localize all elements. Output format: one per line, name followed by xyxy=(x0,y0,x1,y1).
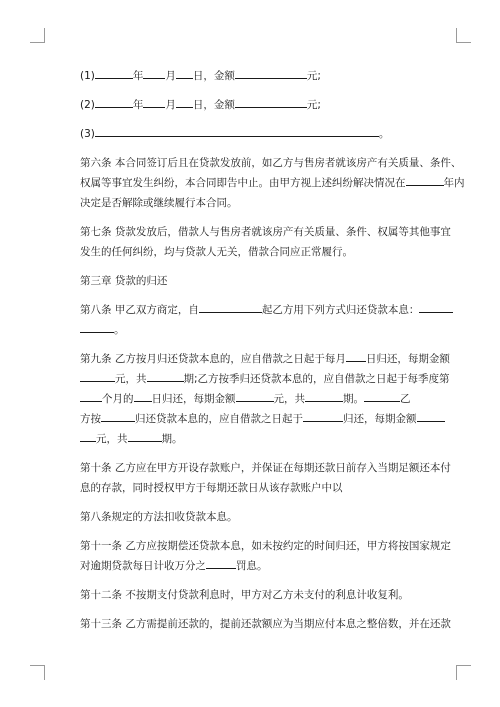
list-item xyxy=(80,66,438,86)
blank-field xyxy=(80,390,102,402)
article-6 xyxy=(80,153,465,213)
blank-field xyxy=(305,390,343,402)
text: 乙 xyxy=(400,393,411,405)
blank-field xyxy=(236,390,274,402)
list-item xyxy=(80,95,438,115)
article-11-line: 第十一条 乙方应按期偿还贷款本息，如未按约定的时间归还，甲方将按国家规定 xyxy=(80,540,451,552)
article-10-line: 第八条规定的方法扣收贷款本息。 xyxy=(80,511,238,523)
blank-field xyxy=(143,67,165,79)
blank-field xyxy=(176,67,193,79)
text: 元，共 xyxy=(115,373,147,385)
text: 期。 xyxy=(161,433,183,445)
month-label: 月 xyxy=(165,99,176,111)
item-number: (3) xyxy=(80,128,95,140)
blank-field xyxy=(134,390,152,402)
article-8-line xyxy=(80,320,438,340)
text: 起乙方用下列方式归还贷款本息： xyxy=(261,304,420,316)
unit-label: 元; xyxy=(306,99,321,111)
crop-mark-bottom-left xyxy=(30,665,45,680)
article-9-line xyxy=(80,349,450,369)
article-7-line: 发生的任何纠纷，均与贷款人无关，借款合同应正常履行。 xyxy=(80,246,353,258)
article-13: 第十三条 乙方需提前还款的，提前还款额应为当期应付本息之整倍数，并在还款 xyxy=(80,618,451,630)
crop-mark-top-left xyxy=(30,28,45,43)
text: 日归还，每期金额 xyxy=(151,393,236,405)
text: 期。 xyxy=(343,393,364,405)
blank-field xyxy=(235,96,307,108)
blank-field xyxy=(80,370,115,382)
year-label: 年 xyxy=(132,99,144,111)
article-9 xyxy=(80,349,450,449)
blank-field xyxy=(80,321,114,333)
text: 对逾期贷款每日计收万分之 xyxy=(80,560,206,572)
text: 元，共 xyxy=(96,433,128,445)
crop-mark-top-right xyxy=(456,28,471,43)
item-number: (2) xyxy=(80,99,95,111)
text: 第九条 乙方按月归还贷款本息的，应自借款之日起于每月 xyxy=(80,353,346,365)
blank-field xyxy=(364,390,400,402)
blank-field xyxy=(143,96,165,108)
article-11-line xyxy=(80,556,438,576)
blank-field xyxy=(419,301,453,313)
article-10-line: 息的存款，同时授权甲方于每期还款日从该存款账户中以 xyxy=(80,482,343,494)
text: 期;乙方按季归还贷款本息的，应自借款之日起于每季度第 xyxy=(183,373,450,385)
article-6-line xyxy=(80,173,465,193)
crop-mark-bottom-right xyxy=(456,665,471,680)
blank-field xyxy=(303,410,343,422)
blank-field xyxy=(235,67,307,79)
blank-field xyxy=(95,67,133,79)
text: 归还贷款本息的，应自借款之日起于 xyxy=(135,413,303,425)
article-9-line xyxy=(80,409,438,429)
text: 第八条 甲乙双方商定，自 xyxy=(80,304,199,316)
text: 元，共 xyxy=(273,393,305,405)
text: 权属等事宜发生纠纷，本合同即告中止。由甲方视上述纠纷解决情况在 xyxy=(80,177,406,189)
text: 个月的 xyxy=(102,393,134,405)
year-label: 年 xyxy=(132,70,144,82)
document-page xyxy=(80,66,465,634)
blank-field xyxy=(128,430,162,442)
blank-field xyxy=(406,174,444,186)
item-number: (1) xyxy=(80,70,95,82)
day-amount-label: 日，金额 xyxy=(192,99,235,111)
blank-field xyxy=(206,557,236,569)
text: 方按 xyxy=(80,413,101,425)
month-label: 月 xyxy=(165,70,176,82)
blank-field xyxy=(199,301,262,313)
article-10 xyxy=(80,458,451,498)
article-9-line xyxy=(80,369,450,389)
article-11 xyxy=(80,536,451,576)
article-7-line: 第七条 贷款发放后，借款人与售房者就该房产有关质量、条件、权属等其他事宜 xyxy=(80,226,451,238)
text: 年内 xyxy=(443,177,465,189)
blank-field xyxy=(95,96,133,108)
period-mark: 。 xyxy=(378,128,390,140)
list-item xyxy=(80,124,438,144)
article-6-line: 第六条 本合同签订后且在贷款发放前，如乙方与售房者就该房产有关质量、条件、 xyxy=(80,157,462,169)
article-8 xyxy=(80,300,438,340)
article-12: 第十二条 不按期支付贷款利息时，甲方对乙方未支付的利息计收复利。 xyxy=(80,589,409,601)
article-8-line xyxy=(80,300,438,320)
text: 日归还，每期金额 xyxy=(365,353,450,365)
text: 罚息。 xyxy=(236,560,268,572)
blank-field xyxy=(176,96,193,108)
day-amount-label: 日，金额 xyxy=(192,70,235,82)
article-9-line xyxy=(80,389,438,409)
blank-field xyxy=(417,410,445,422)
article-7 xyxy=(80,222,451,262)
blank-field xyxy=(346,350,366,362)
article-6-line: 决定是否解除或继续履行本合同。 xyxy=(80,197,238,209)
text: 归还，每期金额 xyxy=(343,413,417,425)
blank-field xyxy=(80,430,96,442)
blank-field xyxy=(147,370,184,382)
chapter-heading: 第三章 贷款的归还 xyxy=(80,275,168,287)
text: 。 xyxy=(114,324,125,336)
article-9-line xyxy=(80,429,438,449)
blank-field xyxy=(101,410,135,422)
article-10-line: 第十条 乙方应在甲方开设存款账户，并保证在每期还款日前存入当期足额还本付 xyxy=(80,462,451,474)
unit-label: 元; xyxy=(306,70,321,82)
blank-field xyxy=(95,125,379,137)
